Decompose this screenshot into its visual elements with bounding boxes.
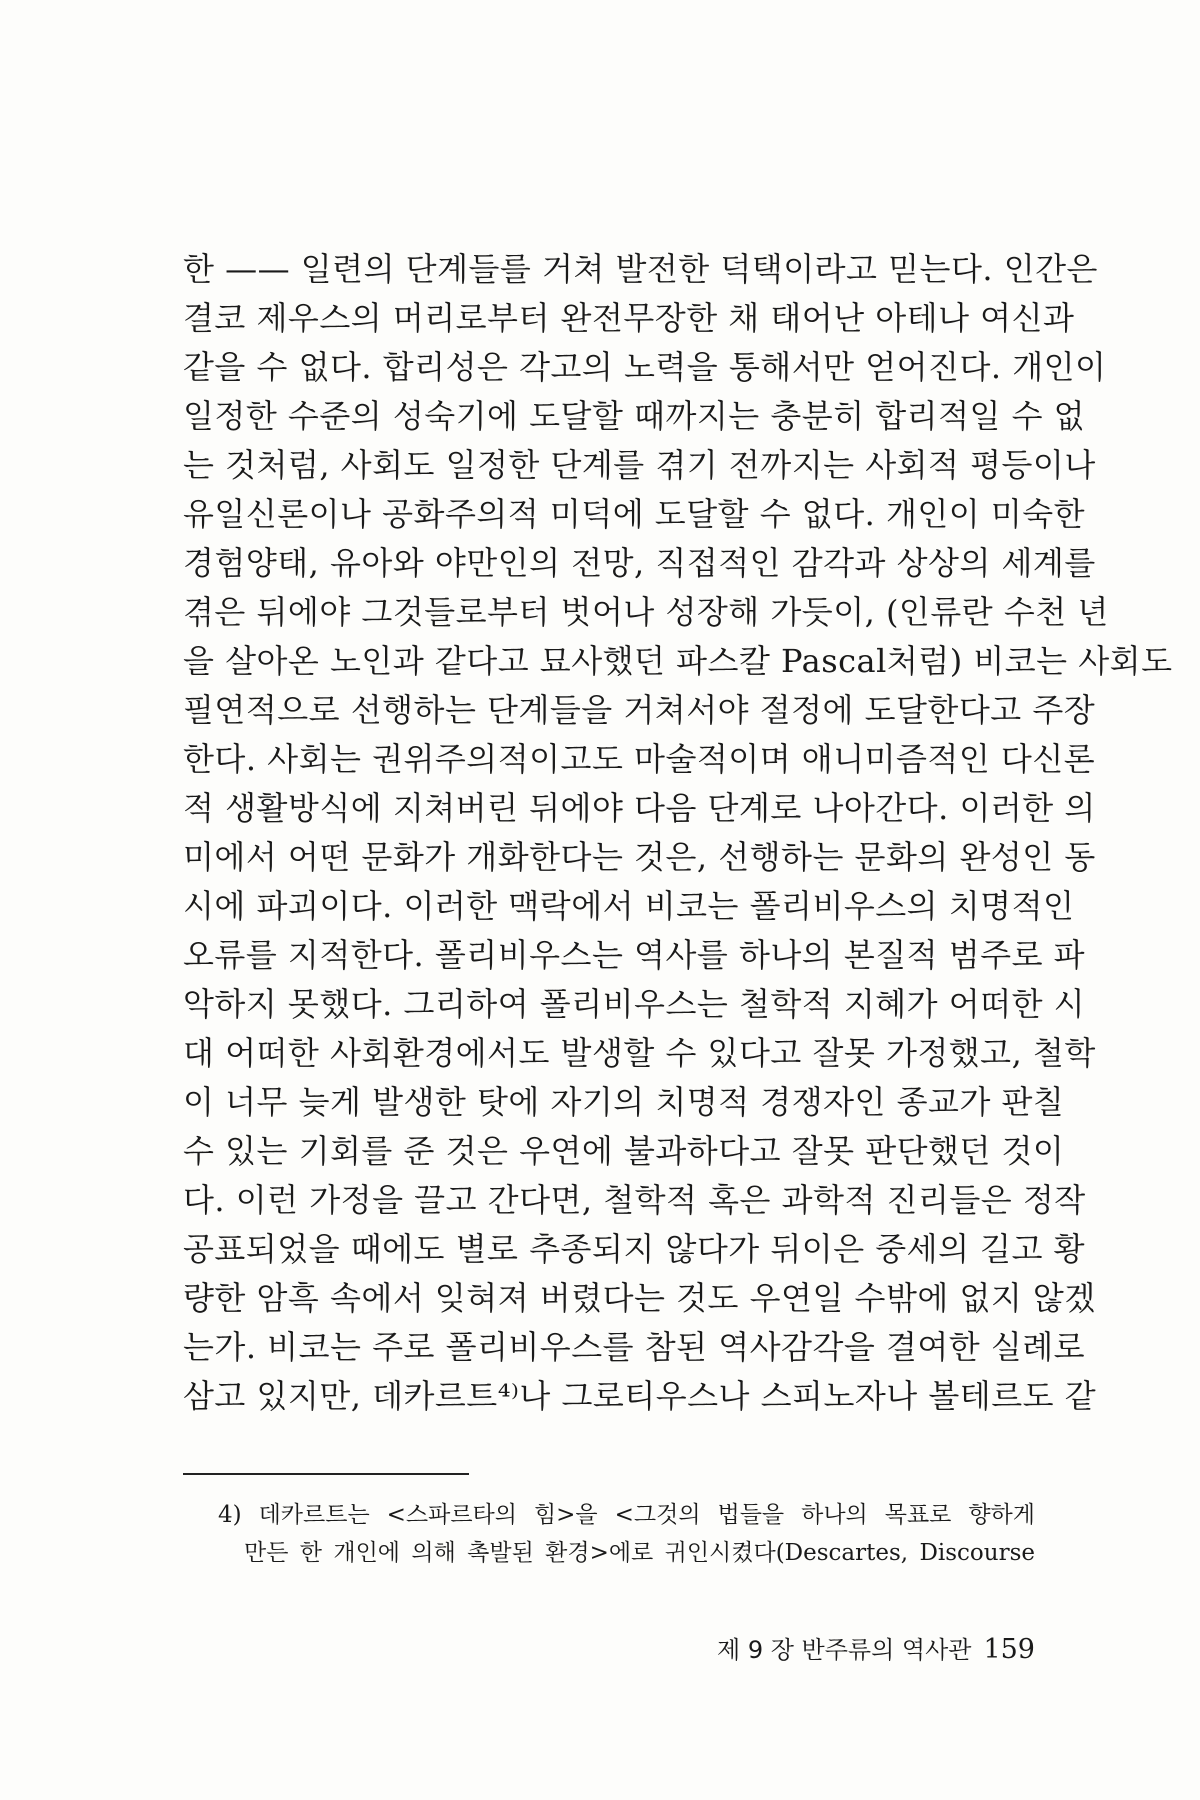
text-line: 적 생활방식에 지쳐버린 뒤에야 다음 단계로 나아간다. 이러한 의 bbox=[183, 789, 1096, 827]
text-line: 필연적으로 선행하는 단계들을 거쳐서야 절정에 도달한다고 주장 bbox=[183, 691, 1096, 729]
text-line: 경험양태, 유아와 야만인의 전망, 직접적인 감각과 상상의 세계를 bbox=[183, 544, 1096, 582]
text-line: 수 있는 기회를 준 것은 우연에 불과하다고 잘못 판단했던 것이 bbox=[183, 1132, 1065, 1170]
text-line: 악하지 못했다. 그리하여 폴리비우스는 철학적 지혜가 어떠한 시 bbox=[183, 985, 1086, 1023]
text-line: 는가. 비코는 주로 폴리비우스를 참된 역사감각을 결여한 실례로 bbox=[183, 1328, 1086, 1366]
text-line: 공표되었을 때에도 별로 추종되지 않다가 뒤이은 중세의 길고 황 bbox=[183, 1230, 1086, 1268]
text-line: 오류를 지적한다. 폴리비우스는 역사를 하나의 본질적 범주로 파 bbox=[183, 936, 1086, 974]
text-line: 량한 암흑 속에서 잊혀져 버렸다는 것도 우연일 수밖에 없지 않겠 bbox=[183, 1279, 1096, 1317]
footnote-line: 만든 한 개인에 의해 촉발된 환경>에로 귀인시켰다(Descartes, Discourse bbox=[244, 1540, 1035, 1566]
text-line: 유일신론이나 공화주의적 미덕에 도달할 수 없다. 개인이 미숙한 bbox=[183, 495, 1086, 533]
body-text bbox=[183, 245, 1173, 1421]
text-line: 미에서 어떤 문화가 개화한다는 것은, 선행하는 문화의 완성인 동 bbox=[183, 838, 1096, 876]
text-line: 대 어떠한 사회환경에서도 발생할 수 있다고 잘못 가정했고, 철학 bbox=[183, 1034, 1096, 1072]
text-line: 일정한 수준의 성숙기에 도달할 때까지는 충분히 합리적일 수 없 bbox=[183, 397, 1086, 435]
text-line: 시에 파괴이다. 이러한 맥락에서 비코는 폴리비우스의 치명적인 bbox=[183, 887, 1075, 925]
text-line: 한 —— 일련의 단계들를 거쳐 발전한 덕택이라고 믿는다. 인간은 bbox=[183, 250, 1098, 288]
text-line: 삼고 있지만, 데카르트⁴⁾나 그로티우스나 스피노자나 볼테르도 같 bbox=[183, 1377, 1097, 1415]
page-number: 159 bbox=[983, 1634, 1035, 1665]
running-footer bbox=[683, 1630, 1035, 1670]
text-line: 을 살아온 노인과 같다고 묘사했던 파스칼 Pascal처럼) 비코는 사회도 bbox=[183, 642, 1173, 680]
text-line: 한다. 사회는 권위주의적이고도 마술적이며 애니미즘적인 다신론 bbox=[183, 740, 1096, 778]
footnote-line: 4) 데카르트는 <스파르타의 힘>을 <그것의 법들을 하나의 목표로 향하게 bbox=[218, 1502, 1035, 1528]
footnote bbox=[218, 1496, 1035, 1572]
text-line: 같을 수 없다. 합리성은 각고의 노력을 통해서만 얻어진다. 개인이 bbox=[183, 348, 1107, 386]
text-line: 겪은 뒤에야 그것들로부터 벗어나 성장해 가듯이, (인류란 수천 년 bbox=[183, 593, 1109, 631]
text-line: 다. 이런 가정을 끌고 간다면, 철학적 혹은 과학적 진리들은 정작 bbox=[183, 1181, 1086, 1219]
text-line: 는 것처럼, 사회도 일정한 단계를 겪기 전까지는 사회적 평등이나 bbox=[183, 446, 1096, 484]
text-line: 이 너무 늦게 발생한 탓에 자기의 치명적 경쟁자인 종교가 판칠 bbox=[183, 1083, 1065, 1121]
text-line: 결코 제우스의 머리로부터 완전무장한 채 태어난 아테나 여신과 bbox=[183, 299, 1075, 337]
chapter-title: 제 9 장 반주류의 역사관 bbox=[717, 1636, 972, 1664]
footnote-separator bbox=[183, 1473, 469, 1475]
